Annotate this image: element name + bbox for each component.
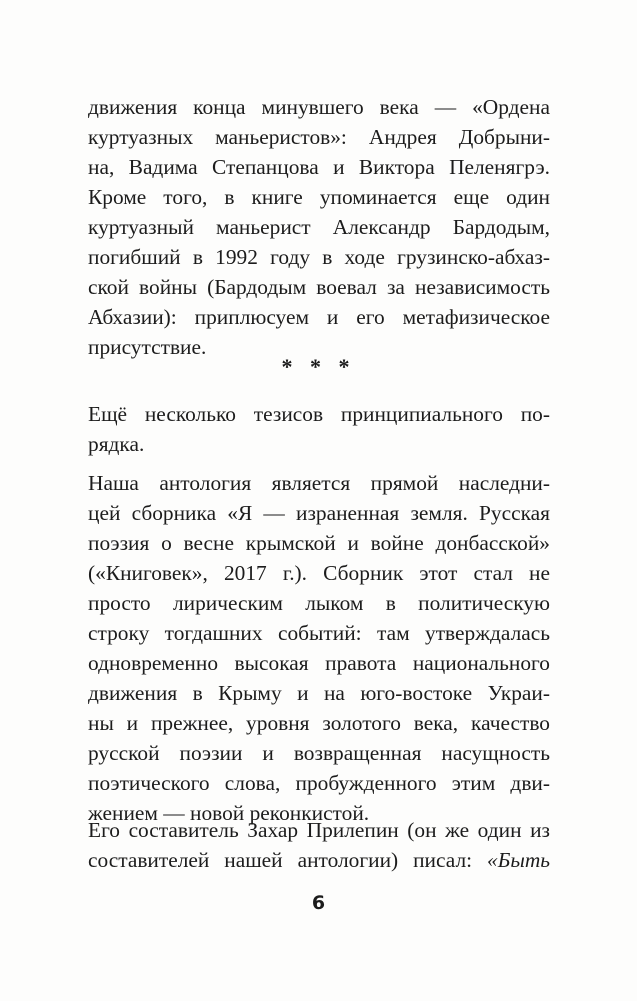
text-line: Кроме того, в книге упоминается еще один: [88, 185, 550, 209]
text-line: куртуазных маньеристов»: Андрея Добрыни-: [88, 125, 550, 149]
text-line: русской поэзии и возвращенная насущность: [88, 741, 550, 765]
text-line: рядка.: [88, 432, 145, 456]
paragraph-3: [88, 468, 550, 828]
text-line: Наша антология является прямой наследни-: [88, 471, 550, 495]
text-line: куртуазный маньерист Александр Бардодым,: [88, 215, 550, 239]
section-separator: * * *: [281, 354, 356, 379]
text-line: («Книговек», 2017 г.). Сборник этот стал не: [88, 561, 550, 585]
text-line: поэтического слова, пробужденного этим дви-: [88, 771, 550, 795]
text-line: ской войны (Бардодым воевал за независимость: [88, 275, 550, 299]
text-segment: составителей нашей антологии) писал:: [88, 848, 488, 872]
text-line: жением — новой реконкистой.: [88, 801, 370, 825]
text-line: одновременно высокая правота национального: [88, 651, 550, 675]
text-line: цей сборника «Я — израненная земля. Русская: [88, 501, 550, 525]
text-line: поэзия о весне крымской и войне донбасской»: [88, 531, 550, 555]
text-line: строку тогдашних событий: там утверждалась: [88, 621, 550, 645]
text-line: ны и прежнее, уровня золотого века, качество: [88, 711, 550, 735]
text-line: движения конца минувшего века — «Ордена: [88, 95, 550, 119]
text-line: на, Вадима Степанцова и Виктора Пеленягрэ.: [88, 155, 550, 179]
paragraph-4: [88, 815, 550, 875]
italic-quote-start: «Быть: [487, 848, 550, 872]
text-line: [88, 845, 550, 875]
page-number: 6: [311, 892, 326, 914]
text-line: погибший в 1992 году в ходе грузинско-абхаз-: [88, 245, 550, 269]
paragraph-2: [88, 399, 550, 459]
text-line: просто лирическим лыком в политическую: [88, 591, 550, 615]
paragraph-1: [88, 92, 550, 362]
text-line: движения в Крыму и на юго-востоке Украи-: [88, 681, 550, 705]
text-line: Абхазии): приплюсуем и его метафизическое: [88, 305, 550, 329]
text-line: присутствие.: [88, 335, 207, 359]
text-line: Ещё несколько тезисов принципиального по-: [88, 402, 550, 426]
text-line: Его составитель Захар Прилепин (он же один из: [88, 818, 550, 842]
